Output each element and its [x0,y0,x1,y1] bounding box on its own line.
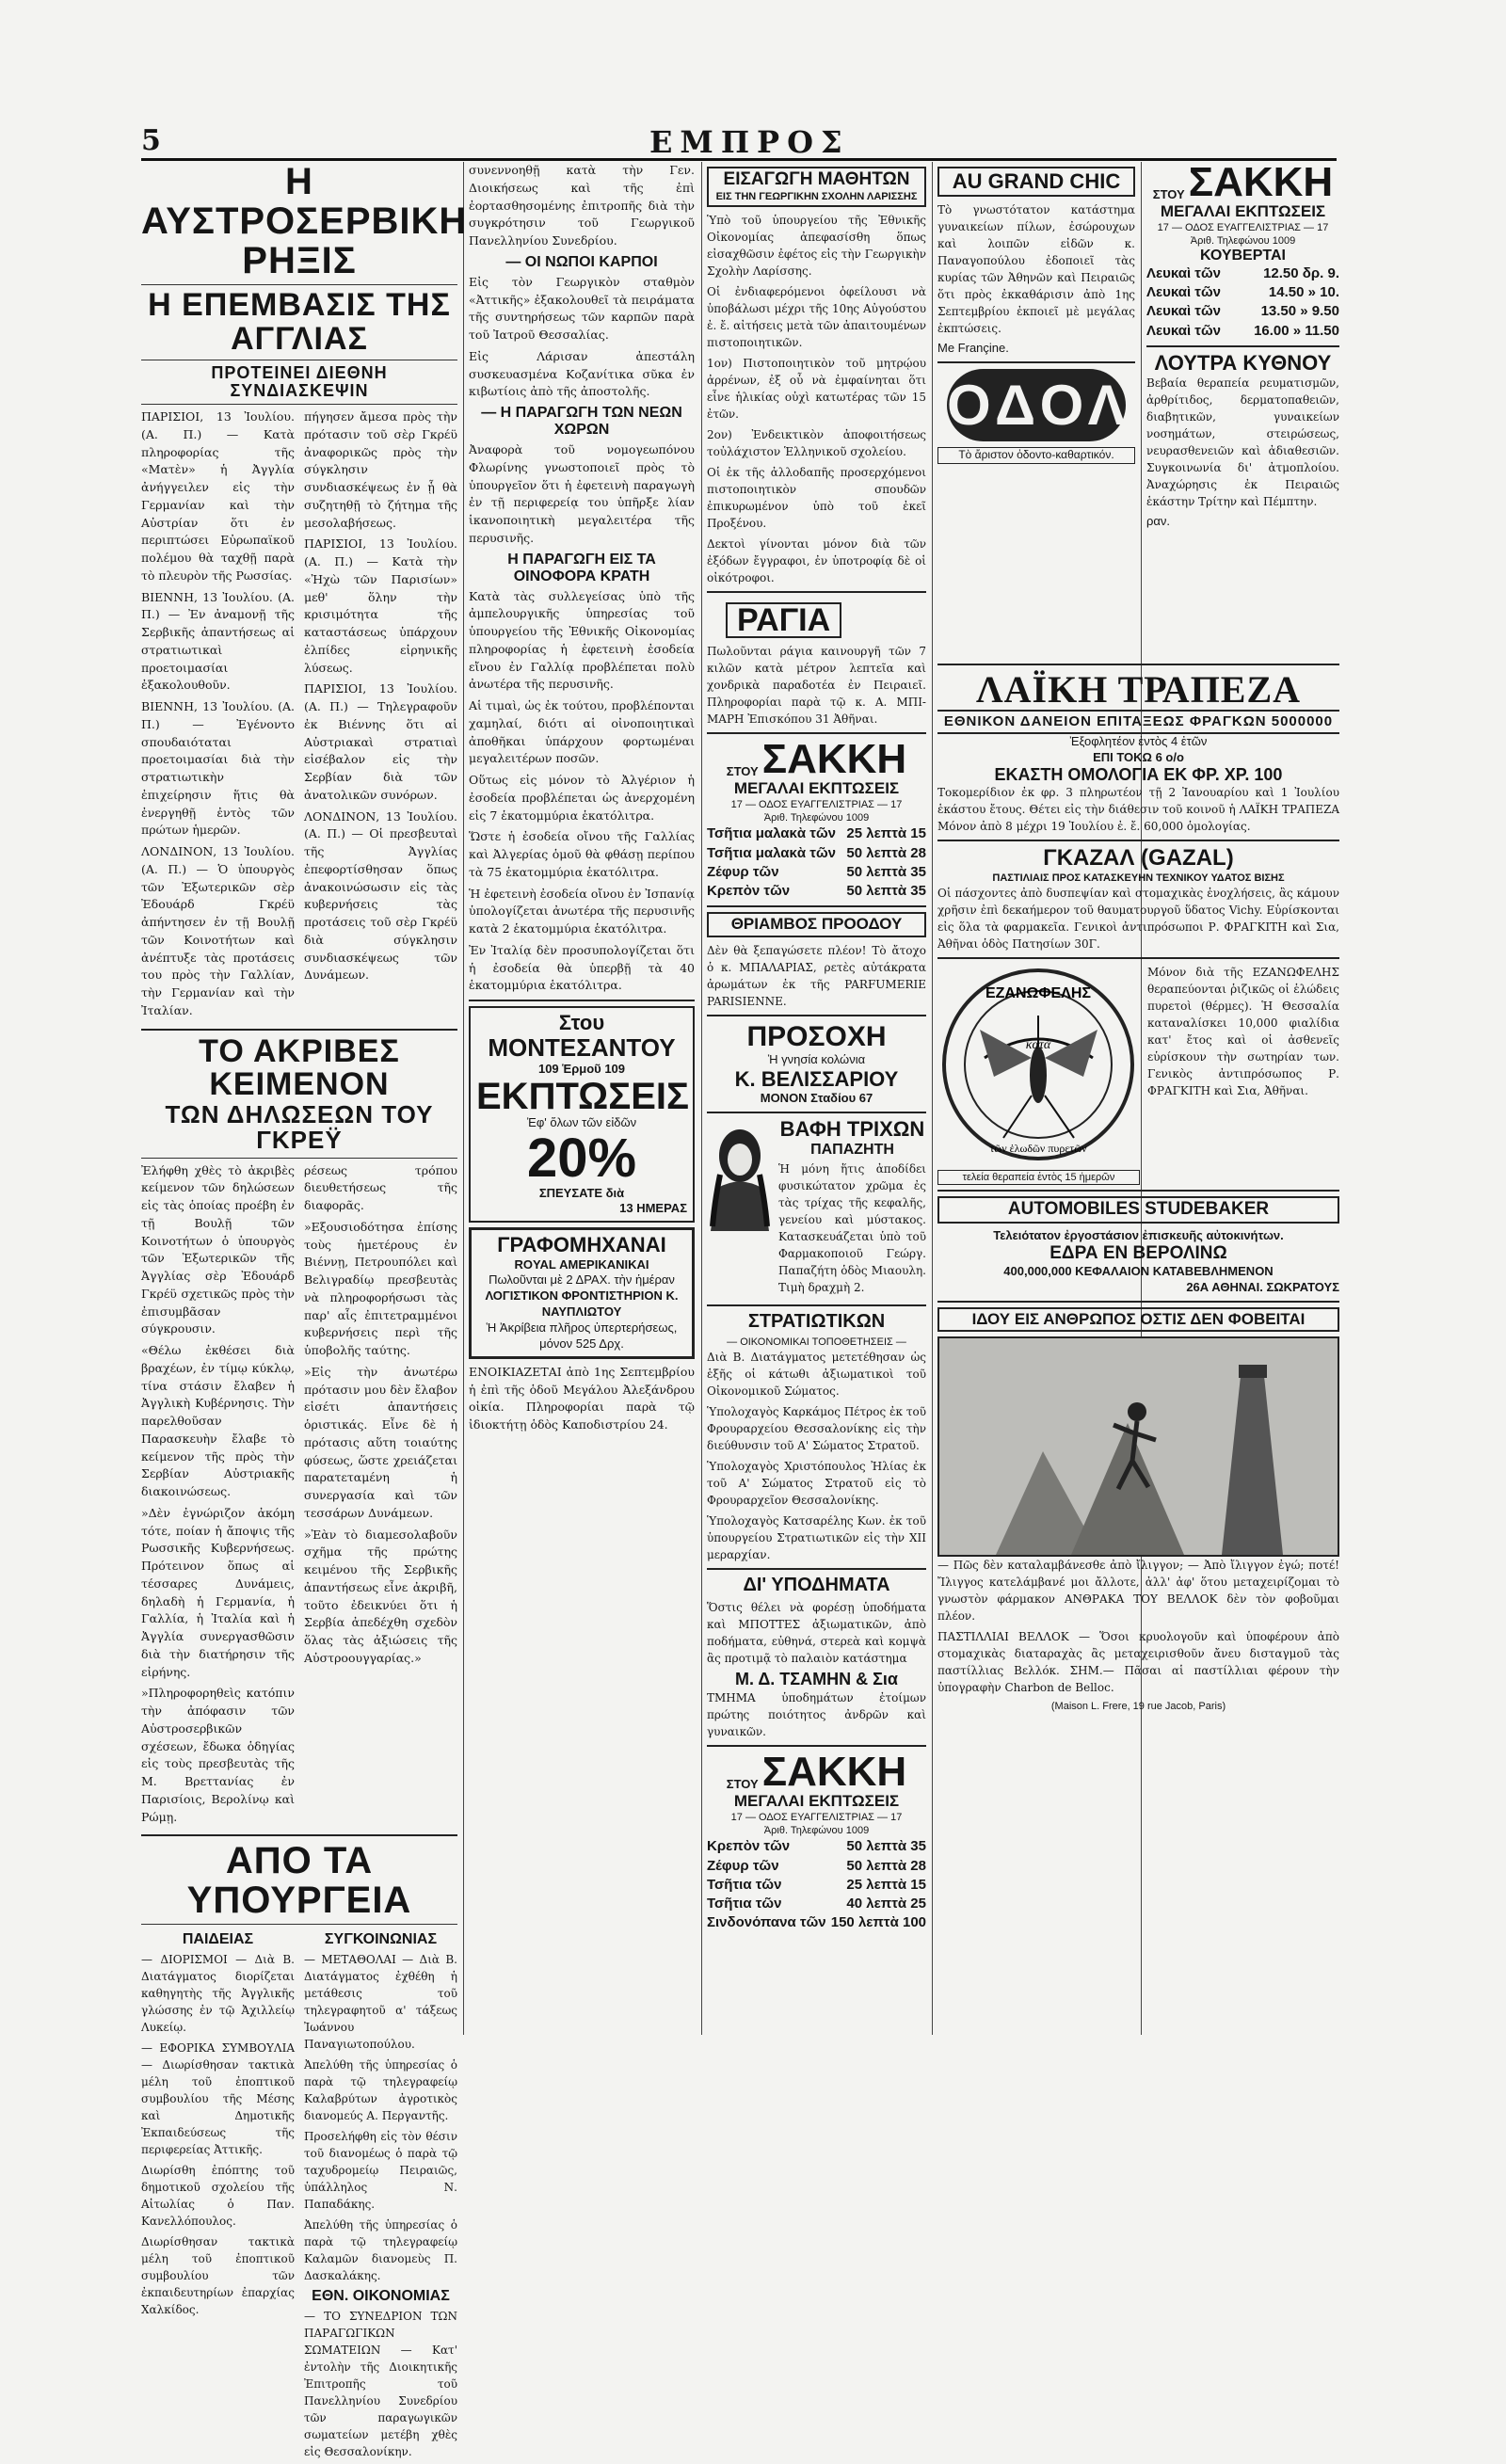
ministry-title: ΠΑΙΔΕΙΑΣ [182,1931,254,1948]
news-paragraph: Εἰς τὸν Γεωργικὸν σταθμὸν «Ἀττικῆς» ἐξακολουθεῖ τὰ πειράματα τῆς συντηρήσεως τῶν καρπῶν παρὰ τοῦ Ἰατροῦ Θεσσαλίας. [469,274,695,342]
declaration-paragraph: «Θέλω ἐκθέσει διὰ βραχέων, ἐν τίμῳ κύκλῳ, τίνα στάσιν ἔλαβεν ἡ Ἀγγλικὴ Κυβέρνησις. Τὴν παρελθοῦσαν Παρασκευὴν ἔλαβε τὸ κείμενον τῆς πρὸς τὴν Σερβίαν Αὐστριακῆς διακοινώσεως. [141,1343,295,1499]
ad-text: Τελειότατον ἐργοστάσιον ἐπισκευῆς αὐτοκινήτων. [993,1228,1284,1243]
ad-brand: Κ. ΒΕΛΙΣΣΑΡΙΟΥ [734,1067,899,1092]
classified-text: ΕΝΟΙΚΙΑΖΕΤΑΙ ἀπὸ 1ης Σεπτεμβρίου ἡ ἐπὶ τῆς ὁδοῦ Μεγάλου Ἀλεξάνδρου οἰκία. Πληροφορίαι παρὰ τῷ ἰδιοκτήτῃ ὁδὸς Καποδιστρίου 24. [469,1364,695,1432]
news-paragraph: Ὑπολοχαγὸς Κατσαρέλης Κων. ἐκ τοῦ ὑπουργείου Στρατιωτικῶν εἰς τὴν XII μεραρχίαν. [707,1514,926,1562]
news-paragraph: συνεννοηθῇ κατὰ τὴν Γεν. Διοικήσεως καὶ τῆς ἐπὶ ἐορτασθησομένης ἐπιτροπῆς διὰ τὴν συγκρότησιν τοῦ Γεωργικοῦ Πανελληνίου Συνεδρίου. [469,163,695,248]
ad-brand: ΣΑΚΚΗ [761,736,907,783]
ad-phone: Ἀριθ. Τηλεφώνου 1009 [763,812,870,824]
ministry-paragraph: — ΤΟ ΣΥΝΕΔΡΙΟΝ ΤΩΝ ΠΑΡΑΓΩΓΙΚΩΝ ΣΩΜΑΤΕΙΩΝ — Κατ' ἐντολὴν τῆς Διοικητικῆς Ἐπιτροπῆς τοῦ Πανελληνίου Συνεδρίου τῶν παραγωγικῶν σωματείων μετέβη χθὲς εἰς Θεσσαλονίκην. [304,2310,457,2459]
news-left [141,408,295,1024]
headline-austroserbian: Η ΑΥΣΤΡΟΣΕΡΒΙΚΗ ΡΗΞΙΣ [141,161,468,281]
ad-address: ΜΟΝΟΝ Σταδίου 67 [760,1091,873,1106]
price-row: Τσῆτια τῶν 25 λεπτὰ 15 [707,1876,926,1893]
odol-logo: ΟΔΟΛ [947,369,1126,441]
ministry-paragraph: Ἀπελύθη τῆς ὑπηρεσίας ὁ παρὰ τῷ τηλεγραφείῳ Καλαβρύτων ἀγροτικὸς διανομεύς Α. Περγαντῆς. [304,2058,457,2123]
ad-brand: ΣΑΚΚΗ [761,1749,907,1796]
ad-text: Οἱ πάσχοντες ἀπὸ δυσπεψίαν καὶ στομαχικὰς ἐνοχλήσεις, ἂς κάμουν χρῆσιν ἐπὶ δεκαήμερον τοῦ θαυματουργοῦ ὕδατος Vichy. Εὑρίσκονται εἰς ὅλα τὰ φαρμακεῖα. Γενικοὶ ἀντιπρόσωποι Ρ. ΦΡΑΓΚΙΤΗ καὶ Σια, Ἀθῆναι ὁδὸς Πατησίων 30Γ. [937,887,1339,952]
column-ads-top [937,162,1135,651]
ministry-paragraph: — ΕΦΟΡΙΚΑ ΣΥΜΒΟΥΛΙΑ — Διωρίσθησαν τακτικὰ μέλη τοῦ ἐποπτικοῦ συμβουλίου τῆς Μέσης καὶ Δημοτικῆς Ἐκπαιδεύσεως τῆς περιφερείας Ἀττικῆς. [141,2041,295,2157]
column-ads-wide [937,659,1339,2033]
ad-text: ΣΠΕΥΣΑΤΕ διὰ [538,1185,625,1200]
news-paragraph: ΒΙΕΝΝΗ, 13 Ἰουλίου. (Α. Π.) — Ἐγένοντο σπουδαιόταται προετοιμασίαι διὰ τὴν στρατιωτικὴν ἐπιχείρησιν ἥτις θὰ ἐνεργηθῇ ἐντὸς τῶν πρώτων ἡμερῶν. [141,699,295,838]
woman-portrait-icon [707,1118,773,1231]
ad-text: Μόνον διὰ τῆς ΕΖΑΝΩΦΕΛΗΣ θεραπεύονται ῥιζικῶς οἱ ἑλώδεις πυρετοὶ (θέρμες). Ἡ Θεσσαλία καταναλίσκει 10,000 φιαλίδια κατ' ἔτος καὶ οἱ ἀσθενεῖς εὑρίσκουν τὴν σωτηρίαν των. Γενικὸς ἀντιπρόσωπος Ρ. ΦΡΑΓΚΙΤΗ καὶ Σια, Ἀθῆναι. [1147,966,1339,1098]
notice-paragraph: 2ον) Ἐνδεικτικὸν ἀποφοιτήσεως τοὐλάχιστον Ἑλληνικοῦ σχολείου. [707,428,926,459]
belloc-illustration [937,1336,1339,1557]
ad-headline: ΘΡΙΑΜΒΟΣ ΠΡΟΟΔΟΥ [730,915,903,934]
column-agriculture [469,162,695,2035]
news-paragraph: ΛΟΝΔΙΝΟΝ, 13 Ἰουλίου. (Α. Π.) — Οἱ πρεσβευταὶ τῆς Ἀγγλίας ἐπεφορτίσθησαν ὅπως ἀνακοινώσωσιν εἰς τὰς κυβερνήσεις τὰς προτάσεις τοῦ σὲρ Γκρέϋ διὰ σύγκλησιν συνδιασκέψεως τῶν Δυνάμεων. [304,808,457,983]
ministry-paragraph: — ΔΙΟΡΙΣΜΟΙ — Διὰ Β. Διατάγματος διορίζεται καθηγητὴς τῆς Ἀγγλικῆς γλώσσης ἐν τῷ Ἀχιλλείῳ Λυκείῳ. [141,1953,295,2035]
ad-headline: ΛΟΥΤΡΑ ΚΥΘΝΟΥ [1154,350,1332,375]
masthead [141,124,1337,160]
ministry-education [141,1928,295,2464]
ad-brand: ΠΑΠΑΖΗΤΗ [810,1142,894,1159]
ad-studebaker-header [937,1196,1339,1224]
price-row: Τσῆτια μαλακὰ τῶν 50 λεπτὰ 28 [707,844,926,861]
ad-brand: ΜΟΝΤΕΣΑΝΤΟΥ [488,1033,676,1063]
bank-text: Τοκομερίδιον ἐκ φρ. 3 πληρωτέον τῇ 2 Ἰανουαρίου καὶ 1 Ἰουλίου ἑκάστου ἔτους. Θέτει εἰς τὴν διάθεσιν τοῦ κοινοῦ ἡ ΛΑΪΚΗ ΤΡΑΠΕΖΑ Μόνον ἀπὸ 8 μέχρι 19 Ἰουλίου ἐ. ἔ. 60,000 ὁμολογίας. [937,786,1339,834]
bank-text: Ἐξοφλητέον ἐντὸς 4 ἐτῶν [1069,733,1208,748]
price-row: Τσῆτια μαλακὰ τῶν 25 λεπτὰ 15 [707,825,926,842]
news-right [304,408,457,1024]
news-paragraph: Εἰς Λάρισαν ἀπεστάλη συσκευασμένα Κοζανίτικα σῦκα ἐν κιβωτίοις ἀπὸ τῆς ἀποστολῆς. [469,348,695,399]
declaration-paragraph: »Δὲν ἐγνώριζον ἀκόμη τότε, ποίαν ἡ ἄποψις τῆς Ρωσσικῆς Κυβερνήσεως. Πρότεινον ὅπως αἱ τέσσαρες Δυνάμεις, δηλαδὴ ἡ Γερμανία, ἡ Γαλλία, ἡ Ἰταλία καὶ ἡ Ἀγγλία συνεργασθῶσιν διὰ τὴν διατήρησιν τῆς εἰρήνης. [141,1505,295,1679]
ad-text: Ὅστις θέλει νὰ φορέσῃ ὑποδήματα καὶ ΜΠΟΤΤΕΣ ἀξιωματικῶν, ἀπὸ ποδήματα, εὐθηνά, στερεὰ καὶ κομψὰ ἂς προτιμᾷ τὸ παλαιὸν κατάστημα [707,1601,926,1666]
ad-text: ΠΑΣΤΙΛΛΙΑΙ ΒΕΛΛΟΚ — Ὅσοι κρυολογοῦν καὶ ὑποφέρουν ἀπὸ στομαχικὰς διαταραχὰς ἂς μεταχειρισθοῦν ἄνευ δισταγμοῦ τὰς παστίλλιας Βελλόκ. ΣΗΜ.— Πᾶσαι αἱ παστίλλιαι φέρουν τὴν ὑπογραφὴν Charbon de Belloc. [937,1630,1339,1695]
declaration-paragraph: ρέσεως τρόπου διευθετήσεως τῆς διαφορᾶς. [304,1162,457,1213]
ad-brand: ΣΑΚΚΗ [1188,159,1334,205]
section-title-military: ΣΤΡΑΤΙΩΤΙΚΩΝ [747,1311,886,1333]
column-rule [932,162,933,2035]
ad-triumph-header [707,912,926,937]
notice-paragraph: Ὑπὸ τοῦ ὑπουργείου τῆς Ἐθνικῆς Οἰκονομίας ἀπεφασίσθη ὅπως εἰσαχθῶσιν ἐφέτος εἰς τὴν Γεωργικὴν Σχολὴν Λαρίσσης. [707,214,926,279]
ministry-paragraph: Προσελήφθη εἰς τὸν θέσιν τοῦ διανομέως ὁ παρὰ τῷ ταχυδρομείῳ Πειραιῶς, ὑπάλληλος Ν. Παπαδάκης. [304,2130,457,2212]
ad-text: Ἡ μόνη ἥτις ἀποδίδει φυσικώτατον χρῶμα ἐς τὰς τρίχας τῆς κεφαλῆς, γενείου καὶ μύστακος. Κατασκευάζεται ὑπὸ τοῦ Φαρμακοποιοῦ Γεώργ. Παπαζήτη ὁδὸς Μιαουλη. Τιμὴ δραχμὴ 2. [778,1162,926,1295]
kicker-conference: ΠΡΟΤΕΙΝΕΙ ΔΙΕΘΝΗ ΣΥΝΔΙΑΣΚΕΨΙΝ [211,363,388,401]
ad-brand: Μ. Δ. ΤΣΑΜΗΝ & Σια [735,1670,898,1689]
notice-paragraph: 1ον) Πιστοποιητικὸν τοῦ μητρῴου ἀρρένων, ἐξ οὗ νὰ ἐμφαίνηται ὅτι εἶνε ἡλικίας οὐχὶ κατωτέρας τῶν 15 ἐτῶν. [707,357,926,422]
ad-address: 17 — ΟΔΟΣ ΕΥΑΓΓΕΛΙΣΤΡΙΑΣ — 17 [730,1811,903,1823]
ministry-paragraph: Διωρίσθησαν τακτικὰ μέλη τοῦ ἐποπτικοῦ συμβουλίου τῶν ἐκπαιδευτηρίων ἐπαρχίας Χαλκίδος. [141,2235,295,2317]
ad-text: 26Α ΑΘΗΝΑΙ. ΣΩΚΡΑΤΟΥΣ [1186,1279,1339,1294]
price-row: Τσῆτια τῶν 40 λεπτὰ 25 [707,1896,926,1912]
newspaper-name: ΕΜΠΡΟΣ [649,124,850,160]
ad-phone: Ἀριθ. Τηλεφώνου 1009 [1190,234,1296,247]
news-paragraph: Ἀναφορὰ τοῦ νομογεωπόνου Φλωρίνης γνωστοποιεῖ πρὸς τὸ ὑπουργεῖον ὅτι ἡ ἐφετεινὴ παραγωγὴ ἐν τῇ περιφερείᾳ του ὑπῆρξε λίαν ἱκανοποιητικὴ μεγαλειτέρα τῆς περυσινῆς. [469,442,695,545]
ad-headline: ΡΑΓΙΑ [737,602,831,639]
ad-text: ραν. [1146,514,1171,529]
mosquito-emblem-icon [937,964,1140,1166]
ministry-communications [304,1928,457,2464]
ad-text: Πωλοῦνται ράγια καινουργῆ τῶν 7 κιλῶν κατὰ μέτρον λεπτεῖα καὶ χονδρικὰ παραδοτέα ἐν Πειραιεῖ. Πληροφορίαι παρὰ τῷ κ. Α. ΜΠΙ-ΜΑΡΗ Ἐπισκόπου 31 Ἀθῆναι. [707,645,926,727]
ad-text: Ἡ Ἀκρίβεια πλῆρος ὑπερτερήσεως, μόνον 525 Δρχ. [486,1320,678,1351]
column-rule [463,162,464,2035]
ministry-paragraph: Ἀπελύθη τῆς ὑπηρεσίας ὁ παρὰ τῷ τηλεγραφείῳ Καλαμῶν διανομεὺς Π. Δασκαλάκης. [304,2218,457,2283]
ad-address: 17 — ΟΔΟΣ ΕΥΑΓΓΕΛΙΣΤΡΙΑΣ — 17 [730,798,903,810]
ad-montesantou [469,1006,695,1223]
notice-paragraph: Οἱ ἐκ τῆς ἀλλοδαπῆς προσερχόμενοι πιστοποιητικὸν σπουδῶν ἐπικυρωμένον ὑπὸ τοῦ ἐκεῖ Προξένου. [707,466,926,531]
ad-text: ΕΔΡΑ ΕΝ ΒΕΡΟΛΙΝΩ [1049,1243,1227,1264]
news-paragraph: Ὑπολοχαγὸς Χριστόπουλος Ἠλίας ἐκ τοῦ Α' Σώματος Στρατοῦ εἰς τὸ Φρουραρχεῖον Θεσσαλονίκης. [707,1460,926,1508]
ad-subheadline: ΚΟΥΒΕΡΤΑΙ [1200,248,1286,264]
ad-text: 13 ΗΜΕΡΑΣ [619,1201,687,1216]
ad-percent: 20% [526,1127,637,1189]
price-row: Κρεπὸν τῶν 50 λεπτὰ 35 [707,883,926,900]
section-subtitle: — ΟΙΚΟΝΟΜΙΚΑΙ ΤΟΠΟΘΕΤΗΣΕΙΣ — [727,1336,906,1349]
news-paragraph: ΠΑΡΙΣΙΟΙ, 13 Ἰουλίου. (Α. Π.) — Κατὰ τὴν «Ἠχὼ τῶν Παρισίων» μεθ' ὅλην τὴν κρισιμότητα τῆς καταστάσεως ὑπάρχουν ἐλπίδες εἰρηνικῆς λύσεως. [304,536,457,675]
emblem-mid-text: κατὰ [1025,1038,1051,1053]
price-row: Σινδονόπανα τῶν 150 λεπτὰ 100 [707,1914,926,1931]
price-row: Κρεπὸν τῶν 50 λεπτὰ 35 [707,1838,926,1855]
ad-ezanofelis [937,964,1339,1185]
ad-text: Ἐφ' ὅλων τῶν εἰδῶν [526,1114,637,1129]
ministry-paragraph: — ΜΕΤΑΘΟΛΑΙ — Διὰ Β. Διατάγματος ἐχθέθη ἡ μετάθεσις τοῦ τηλεγραφητοῦ α' τάξεως Ἰωάννου Παναγιωτοπούλου. [304,1953,457,2052]
headline-exact-text: ΤΟ ΑΚΡΙΒΕΣ ΚΕΙΜΕΝΟΝ [199,1032,400,1103]
news-paragraph: Ἡ ἐφετεινὴ ἐσοδεία οἴνου ἐν Ἰσπανίᾳ ὑπολογίζεται ἀνωτέρα τῆς περυσινῆς κατὰ 2 ἑκατομμύρια ἑκατόλιτρα. [469,886,695,936]
column-notices [707,162,926,2035]
ad-typewriters [469,1227,695,1359]
declarations-left [141,1162,295,1831]
headline-ministries: ΑΠΟ ΤΑ ΥΠΟΥΡΓΕΙΑ [186,1840,412,1922]
declaration-paragraph: »Εἰς τὴν ἀνωτέρω πρότασιν μου δὲν ἔλαβον εἰσέτι ἀπαντήσεις ὁριστικάς. Εἶνε δὲ ἡ πρότασις αὕτη τοιαύτης φύσεως, ὥστε χρειάζεται παρατεταμένη ἡ συνεργασία καὶ τῶν τεσσάρων Δυνάμεων. [304,1364,457,1520]
ad-text: Πωλοῦνται μὲ 2 ΔΡΑΧ. τὴν ἡμέραν [489,1272,675,1288]
masthead-rule [141,158,1337,161]
news-paragraph: ΠΑΡΙΣΙΟΙ, 13 Ἰουλίου. (Α. Π.) — Κατὰ πληροφορίας τῆς «Ματὲν» ἡ Ἀγγλία ἀνήγγειλεν εἰς τὴν Γερμανίαν καὶ τὴν Αὐστρίαν ὅτι ἐν περιπτώσει Εὐρωπαϊκοῦ πολέμου θὰ ταχθῇ παρὰ τὸ πλευρὸν τῆς Ρωσσίας. [141,409,295,583]
ad-text: (Maison L. Frere, 19 rue Jacob, Paris) [1050,1701,1226,1713]
declarations-right [304,1162,457,1831]
notice-subtitle: ΕΙΣ ΤΗΝ ΓΕΩΡΓΙΚΗΝ ΣΧΟΛΗΝ ΛΑΡΙΣΣΗΣ [715,190,918,202]
bank-title: ΛΑΪΚΗ ΤΡΑΠΕΖΑ [975,668,1302,711]
ad-headline: ΜΕΓΑΛΑΙ ΕΚΠΤΩΣΕΙΣ [733,1792,900,1811]
column-rule [701,162,702,2035]
price-row: Λευκαὶ τῶν 12.50 δρ. 9. [1146,264,1339,281]
emblem-bottom-text: τῶν ἑλωδῶν πυρετῶν [989,1142,1087,1156]
ministry-title: ΕΘΝ. ΟΙΚΟΝΟΜΙΑΣ [312,2288,450,2305]
news-paragraph: Ὥστε ἡ ἐσοδεία οἴνου τῆς Γαλλίας καὶ Ἀλγερίας ὁμοῦ θὰ φθάσῃ περίπου τὰ 75 ἑκατομμύρια ἑκατόλιτρα. [469,829,695,879]
ad-subtitle: ΠΑΣΤΙΛΙΑΙΣ ΠΡΟΣ ΚΑΤΑΣΚΕΥΗΝ ΤΕΧΝΙΚΟΥ ΥΔΑΤΟΣ ΒΙΣΗΣ [992,872,1285,884]
subhead-england: Η ΕΠΕΜΒΑΣΙΣ ΤΗΣ ΑΓΓΛΙΑΣ [148,287,451,357]
ad-headline: ΓΡΑΦΟΜΗΧΑΝΑΙ [497,1233,666,1257]
price-row: Λευκαὶ τῶν 14.50 » 10. [1146,284,1339,301]
ministry-title: ΣΥΓΚΟΙΝΩΝΙΑΣ [324,1931,438,1948]
ad-brand: AU GRAND CHIC [952,169,1121,193]
ad-grand-chic-header [937,167,1135,197]
ad-caption: τελεία θεραπεία ἐντὸς 15 ἡμερῶν [937,1170,1140,1185]
ad-address: 109 Ἑρμοῦ 109 [537,1061,626,1076]
notice-title: ΕΙΣΑΓΩΓΗ ΜΑΘΗΤΩΝ [723,169,910,189]
climber-illustration-icon [939,1338,1338,1555]
ad-hair-dye [707,1118,926,1300]
ad-headline: ΔΙ' ΥΠΟΔΗΜΑΤΑ [743,1575,890,1596]
declaration-paragraph: »Εξουσιοδότησα ἐπίσης τοὺς ἡμετέρους ἐν Βιέννῃ, Πετρουπόλει καὶ Βελιγραδίῳ πρεσβευτὰς νὰ πληροφορήσωσι τὰς παρ' αἷς ἐπιτετραμμένοι κυβερνήσεις περὶ τῆς ὑποβολῆς ταύτης. [304,1219,457,1358]
ad-headline: ΒΑΦΗ ΤΡΙΧΩΝ [779,1117,925,1142]
news-paragraph: ΛΟΝΔΙΝΟΝ, 13 Ἰουλίου. (Α. Π.) — Ὁ ὑπουργὸς τῶν Ἐξωτερικῶν σὲρ Ἐδουάρδ Γκρέϋ ἀπήντησεν ἐν τῇ Βουλῇ τῶν Κοινοτήτων καὶ ἀνέπτυξε τὰς προτάσεις του πρὸς τὴν Γαλλίαν, τὴν Γερμανίαν καὶ τὴν Ἰταλίαν. [141,844,295,1017]
ad-headline: AUTOMOBILES STUDEBAKER [1007,1199,1270,1220]
price-row: Ζέφυρ τῶν 50 λεπτὰ 28 [707,1857,926,1874]
ad-phone: Ἀριθ. Τηλεφώνου 1009 [763,1825,870,1837]
ad-text: ΣΤΟΥ [726,764,759,779]
ad-belloc-header [937,1307,1339,1333]
ministry-paragraph: Διωρίσθη ἐπόπτης τοῦ δημοτικοῦ σχολείου τῆς Αἰτωλίας ὁ Παν. Κανελλόπουλος. [141,2164,295,2229]
ad-text: ΣΤΟΥ [726,1777,759,1792]
ad-sakki-middle [707,736,926,901]
declaration-paragraph: »Πληροφορηθεὶς κατόπιν τὴν ἀπόφασιν τῶν Αὐστροσερβικῶν σχέσεων, ἔδωκα ὁδηγίας εἰς τοὺς πρεσβευτὰς τῆς Μ. Βρεττανίας ἐν Παρισίοις, Βερολίνῳ καὶ Ρώμῃ. [141,1686,295,1824]
ad-headline: ΜΕΓΑΛΑΙ ΕΚΠΤΩΣΕΙΣ [1160,202,1326,220]
column-main-news [141,161,468,2459]
notice-paragraph: Δεκτοὶ γίνονται μόνον διὰ τῶν ἐξόδων ἔγγραφοι, ἐν ὑποτροφίᾳ δὲ οἱ οἰκότροφοι. [707,537,926,585]
section-title-wine: Η ΠΑΡΑΓΩΓΗ ΕΙΣ ΤΑ ΟΙΝΟΦΟΡΑ ΚΡΑΤΗ [507,551,656,584]
column-ads-right [1146,159,1339,651]
ad-rails-header [726,602,841,638]
ad-text: 400,000,000 ΚΕΦΑΛΑΙΟΝ ΚΑΤΑΒΕΒΛΗΜΕΝΟΝ [1003,1263,1274,1278]
news-paragraph: Ἐν Ἰταλίᾳ δὲν προσυπολογίζεται ὅτι ἡ ἐσοδεία θὰ ὑπερβῇ τὰ 40 ἑκατομμύρια ἑκατόλιτρα. [469,942,695,993]
news-paragraph: ΠΑΡΙΣΙΟΙ, 13 Ἰουλίου. (Α. Π.) — Τηλεγραφοῦν ἐκ Βιέννης ὅτι αἱ Αὐστριακαὶ στρατιαὶ εἰσέβαλον εἰς τὴν Σερβίαν διὰ τῶν ἀνατολικῶν συνόρων. [304,681,457,802]
news-paragraph: Αἱ τιμαὶ, ὡς ἐκ τούτου, προβλέπονται χαμηλαί, διότι αἱ οἰνοποιητικαὶ ἀποθῆκαι ὑπάρχουν φορτωμέναι μεγαλειτέρων ποσῶν. [469,698,695,766]
subhead-grey-declarations: ΤΩΝ ΔΗΛΩΣΕΩΝ ΤΟΥ ΓΚΡΕΫ [165,1100,434,1155]
bank-subtitle: ΕΘΝΙΚΟΝ ΔΑΝΕΙΟΝ ΕΠΙΤΑΞΕΩΣ ΦΡΑΓΚΩΝ 5000000 [937,710,1339,734]
price-row: Λευκαὶ τῶν 16.00 » 11.50 [1146,322,1339,339]
ad-headline: ΠΡΟΣΟΧΗ [746,1021,887,1053]
price-row: Ζέφυρ τῶν 50 λεπτὰ 35 [707,863,926,880]
ad-text: ΛΟΓΙΣΤΙΚΟΝ ΦΡΟΝΤΙΣΤΗΡΙΟΝ Κ. ΝΑΥΠΛΙΩΤΟΥ [485,1288,679,1320]
ad-headline: ΙΔΟΥ ΕΙΣ ΑΝΘΡΩΠΟΣ ΟΣΤΙΣ ΔΕΝ ΦΟΒΕΙΤΑΙ [971,1309,1306,1328]
section-title-fruits: — ΟΙ ΝΩΠΟΙ ΚΑΡΠΟΙ [505,253,658,270]
news-paragraph: Οὕτως εἰς μόνον τὸ Ἀλγέριον ἡ ἐσοδεία προβλέπεται ὡς ἀνερχομένη εἰς 7 ἑκατομμύρια ἑκατόλιτρα. [469,773,695,823]
ad-caption: Τὸ ἄριστον ὀδοντο-καθαρτικόν. [937,447,1135,464]
declaration-paragraph: »Ἐὰν τὸ διαμεσολαβοῦν σχῆμα τῆς πρώτης κειμένου τῆς Σερβικῆς ἀπαντήσεως εἶνε ἀκριβῆ, τοῦτο ἐδεικνύει ὅτι ἡ Σερβία ἀπεδέχθη σχεδὸν ὅλας τὰς ἀξιώσεις τῆς Αὐστροουγγαρίας.» [304,1527,457,1665]
ad-text: Ἡ γνησία κολώνια [767,1052,866,1067]
ad-text: Βεβαία θεραπεία ρευματισμῶν, ἀρθρίτιδος, δερματοπαθειῶν, διαβητικῶν, γυναικείων νοσημάτων, στειρώσεως, νευρασθενειῶν καὶ ἀδιαθεσιῶν. Συγκοινωνία δι' ἀτμοπλοίου. Ἀναχώρησις ἐκ Πειραιῶς ἑκάστην Τρίτην καὶ Πέμπτην. [1146,376,1339,509]
ad-text: Δὲν θὰ ξεπαγώσετε πλέον! Τὸ ἄτοχο ὁ κ. ΜΠΑΛΑΡΙΑΣ, ρετὲς αὐτάκρατα ἀρωμάτων ἐκ τῆς PARFUMERIE PARISIENNE. [707,944,926,1009]
ad-text: Me Françine. [937,341,1009,356]
ad-sakki-bottom [707,1749,926,1933]
school-notice-header [707,167,926,207]
news-paragraph: Κατὰ τὰς συλλεγείσας ὑπὸ τῆς ἀμπελουργικῆς ὑπηρεσίας τοῦ ὑπουργείου τῆς Ἐθνικῆς Οἰκονομίας πληροφορίας ἡ ἐφετεινὴ ἐσοδεία εἴνου ἐν Γαλλίᾳ προβλέπεται πολὺ ἀνωτέρα τῆς περυσινῆς. [469,588,695,692]
ad-text: ΣΤΟΥ [1152,187,1185,202]
price-row: Λευκαὶ τῶν 13.50 » 9.50 [1146,303,1339,320]
ad-text: Στου [558,1011,605,1034]
ad-text: — Πῶς δὲν καταλαμβάνεσθε ἀπὸ ἴλιγγον; — Ἀπὸ ἴλιγγον ἐγώ; ποτέ! Ἴλιγγος κατελάμβανέ μοι ἄλλοτε, ἀλλ' ἀφ' ὅτου μεταχειρίζομαι τὸ γνωστὸν φάρμακον ΑΝΘΡΑΚΑ ΤΟΥ ΒΕΛΛΟΚ δὲν τὸν φοβοῦμαι πλέον. [937,1559,1339,1624]
ad-headline: ΜΕΓΑΛΑΙ ΕΚΠΤΩΣΕΙΣ [733,779,900,798]
ad-brand: ROYAL ΑΜΕΡΙΚΑΝΙΚΑΙ [514,1256,649,1272]
page-number: 5 [141,124,161,157]
ad-address: 17 — ΟΔΟΣ ΕΥΑΓΓΕΛΙΣΤΡΙΑΣ — 17 [1157,221,1329,233]
emblem-ring-text: ΕΖΑΝΩΦΕΛΗΣ [985,985,1092,1002]
ad-text: ΤΜΗΜΑ ὑποδημάτων ἐτοίμων πρώτης ποιότητος ἀνδρῶν καὶ γυναικῶν. [707,1691,926,1739]
news-paragraph: Διὰ Β. Διατάγματος μετετέθησαν ὡς ἑξῆς οἱ κάτωθι ἀξιωματικοὶ τοῦ Οἰκονομικοῦ Σώματος. [707,1351,926,1399]
notice-paragraph: Οἱ ἐνδιαφερόμενοι ὀφείλουσι νὰ ὑποβάλωσι μέχρι τῆς 10ης Αὐγούστου ἐ. ἔ. αἰτήσεις μετὰ τῶν ἀπαιτουμένων πιστοποιητικῶν. [707,285,926,350]
ad-headline: ΓΚΑΖΑΛ (GAZAL) [1043,845,1234,872]
bank-text: ΕΠΙ ΤΟΚΩ 6 ο/ο [1093,749,1184,764]
ad-text: Τὸ γνωστότατον κατάστημα γυναικείων πίλων, ἐσώρουχων καὶ λοιπῶν εἰδῶν κ. Παναγοπούλου ἐδοποιεῖ τὰς κυρίας τῶν Ἀθηνῶν καὶ Πειραιῶς ὅτι πρὸς ἐκκαθάρισιν ἀπὸ 1ης Σεπτεμβρίου ἐκποιεῖ μὲ μεγάλας ἐκπτώσεις. [937,203,1135,336]
news-paragraph: ΒΙΕΝΝΗ, 13 Ἰουλίου. (Α. Π.) — Ἐν ἀναμονῇ τῆς Σερβικῆς ἀπαντήσεως αἱ στρατιωτικαὶ προετοιμασίαι ἐξακολουθοῦν. [141,589,295,693]
section-title-production: — Η ΠΑΡΑΓΩΓΗ ΤΩΝ ΝΕΩΝ ΧΩΡΩΝ [481,405,682,438]
news-paragraph: Ὑπολοχαγὸς Καρκάμος Πέτρος ἐκ τοῦ Φρουραρχείου Θεσσαλονίκης εἰς τὴν διεύθυνσιν τοῦ Α' Σώματος Στρατοῦ. [707,1405,926,1453]
declaration-paragraph: Ἐλήφθη χθὲς τὸ ἀκριβὲς κείμενον τῶν δηλώσεων εἰς τὰς ὁποίας προέβη ἐν τῇ Βουλῇ τῶν Κοινοτήτων ὁ ὑπουργὸς τῶν Ἐξωτερικῶν τῆς Ἀγγλίας σὲρ Ἐδουάρδ Γκρέϋ σχετικῶς πρὸς τὴν ἐπισυμβᾶσαν σύγκρουσιν. [141,1162,295,1336]
bank-headline: ΕΚΑΣΤΗ ΟΜΟΛΟΓΙΑ ΕΚ ΦΡ. ΧΡ. 100 [994,764,1283,784]
news-paragraph: πήγησεν ἄμεσα πρὸς τὴν πρότασιν τοῦ σὲρ Γκρέϋ ἀναφορικῶς πρὸς τὴν σύγκλησιν συνδιασκέψεως ἐν ᾗ θὰ συζητηθῇ τὸ ζήτημα τῆς μεσολαβήσεως. [304,409,457,530]
ad-headline: ΕΚΠΤΩΣΕΙΣ [476,1075,690,1117]
